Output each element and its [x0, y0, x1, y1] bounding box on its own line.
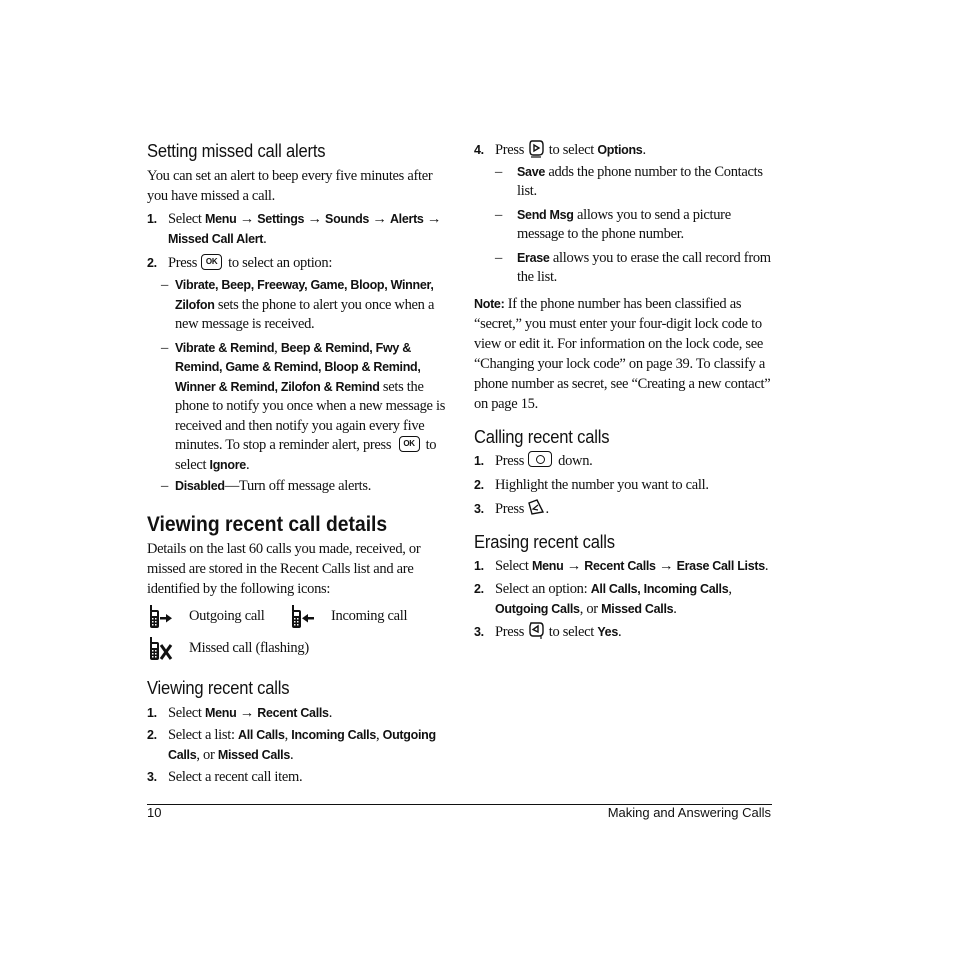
page-number: 10 — [147, 805, 162, 820]
missed-alerts-intro: You can set an alert to beep every five minutes after you have missed a call. — [147, 168, 433, 204]
step-item: 4. Press to select Options. — [474, 140, 774, 161]
step-item: 1. Select Menu → Recent Calls. — [147, 704, 333, 721]
arrow-icon: → — [372, 211, 387, 227]
right-softkey-icon — [527, 139, 545, 159]
options-steps — [474, 140, 774, 161]
list-item: – Vibrate & Remind, Beep & Remind, Fwy & Remind, Game & Remind, Bloop & Remind, Winner & Remind, Zilofon & Remind sets the phone to notify you once when a new message is received and then notify you again every five minutes. To stop a reminder alert, press OK to select Ignore. — [161, 339, 446, 473]
chapter-title: Making and Answering Calls — [607, 805, 771, 820]
section-heading-viewing-calls: Viewing recent calls — [147, 677, 290, 698]
arrow-icon: → — [426, 211, 442, 227]
step-item: 2. Select an option: All Calls, Incoming Calls, Outgoing Calls, or Missed Calls. — [474, 580, 732, 617]
arrow-icon: → — [239, 704, 254, 721]
list-item: – Vibrate, Beep, Freeway, Game, Bloop, Winner, Zilofon sets the phone to alert you once when a new message is received. — [161, 277, 435, 332]
note-paragraph: Note: If the phone number has been classified as “secret,” you must enter your four-digit lock code to view or edit it. For information on the lock code, see “Changing your lock code” on page 39. To classify a phone number as secret, see “Creating a new contact” on page 15. — [474, 295, 771, 412]
step-item: 3. Press to select Yes. — [474, 622, 774, 643]
calling-steps — [474, 451, 774, 519]
viewing-calls-steps — [147, 703, 447, 787]
outgoing-call-icon — [147, 604, 173, 630]
incoming-call-label: Incoming call — [331, 608, 408, 624]
missed-call-label: Missed call (flashing) — [189, 640, 309, 656]
incoming-call-icon — [289, 604, 315, 630]
ok-key-icon: OK — [201, 254, 222, 270]
arrow-icon: → — [566, 557, 581, 574]
step-item: 2. Highlight the number you want to call. — [474, 476, 709, 493]
step-item: 2. Press OK to select an option: – Vibrate, Beep, Freeway, Game, Bloop, Winner, Zilofon sets the phone to alert you once when a new message is received. – Vibrate & Remind, Beep & Remind, Fwy & Remind, Game & Remind, Bloop & Remind, Winner & Remind, Zilofon & Remind sets the phone to notify you once when a new message is received and then notify you again every five minutes. To stop a reminder alert, press OK to select Ignore. – Disabled—Turn off message alerts. — [147, 253, 447, 497]
outgoing-call-label: Outgoing call — [189, 608, 265, 624]
section-heading-call-details: Viewing recent call details — [147, 512, 388, 536]
section-heading-missed-alerts: Setting missed call alerts — [147, 141, 326, 161]
step-item: 1. Press down. — [474, 452, 593, 469]
left-column — [147, 140, 447, 787]
erasing-steps — [474, 556, 774, 643]
list-item: – Save adds the phone number to the Contacts list. — [495, 163, 763, 200]
right-column — [474, 140, 774, 642]
missed-alerts-steps — [147, 209, 447, 497]
send-key-icon — [527, 498, 545, 516]
step-item: 3. Select a recent call item. — [147, 768, 303, 785]
list-item: – Send Msg allows you to send a picture message to the phone number. — [495, 206, 731, 243]
section-heading-calling: Calling recent calls — [474, 426, 610, 447]
icon-legend-row — [147, 601, 447, 633]
step-item: 1. Select Menu → Settings → Sounds → Alerts → Missed Call Alert. — [147, 211, 442, 247]
call-details-intro: Details on the last 60 calls you made, received, or missed are stored in the Recent Calls list and are identified by the following icons: — [147, 540, 421, 597]
step-item: 3. Press . — [474, 499, 774, 519]
left-softkey-icon — [527, 620, 545, 640]
nav-key-icon — [528, 451, 552, 467]
arrow-icon: → — [239, 211, 254, 227]
section-heading-erasing: Erasing recent calls — [474, 531, 615, 552]
list-item: – Disabled—Turn off message alerts. — [161, 478, 372, 494]
step-item: 1. Select Menu → Recent Calls → Erase Call Lists. — [474, 557, 769, 574]
list-item: – Erase allows you to erase the call record from the list. — [495, 249, 771, 286]
alert-options-list — [161, 276, 447, 497]
icon-legend-row — [147, 633, 447, 665]
missed-call-icon — [147, 636, 173, 662]
arrow-icon: → — [659, 557, 674, 574]
ok-key-icon: OK — [399, 436, 420, 452]
note-label: Note: — [474, 296, 505, 311]
step-item: 2. Select a list: All Calls, Incoming Calls, Outgoing Calls, or Missed Calls. — [147, 726, 436, 763]
options-list — [474, 163, 774, 288]
arrow-icon: → — [307, 211, 322, 227]
